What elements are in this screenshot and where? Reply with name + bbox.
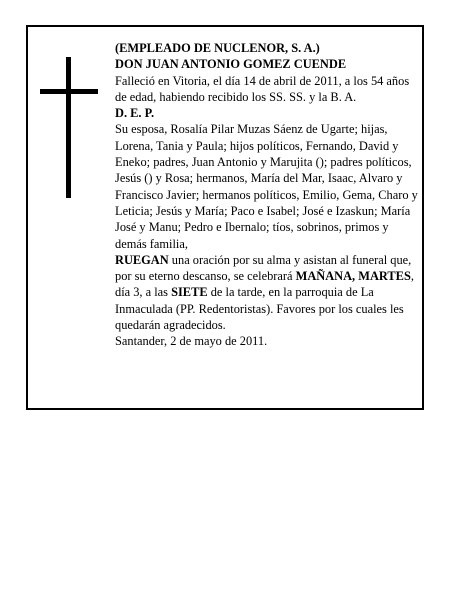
place-date: Santander, 2 de mayo de 2011. (115, 334, 268, 349)
deceased-name: DON JUAN ANTONIO GOMEZ CUENDE (115, 57, 347, 72)
funeral-time: SIETE (171, 285, 208, 300)
death-info: Falleció en Vitoria, el día 14 de abril de 2011, a los 54 años de edad, habiendo recibido los SS. SS. y la B. A. (115, 73, 410, 104)
cross-vertical-bar (66, 57, 71, 198)
family-list: Su esposa, Rosalía Pilar Muzas Sáenz de Ugarte; hijas, Lorena, Tania y Paula; hijos políticos, Fernando, David y Eneko; padres, Juan Antonio y Marujita (); padres políticos, Jesús () y Rosa; hermanos, María del Mar, Isaac, Alvaro y Francisco Javier; hermanos políticos, Emilio, Gema, Charo y Leticia; Jesús y María; Paco e Isabel; José e Izaskun; María José y Manu; Pedro e Ibernalo; tíos, sobrinos, primos y demás familia, (115, 122, 418, 251)
funeral-day: MAÑANA, MARTES (295, 269, 411, 284)
cross-horizontal-bar (40, 89, 98, 94)
obituary-notice (26, 25, 424, 410)
notice-body (115, 40, 420, 350)
dep-line: D. E. P. (115, 106, 155, 121)
request-text-3: de la tarde, en la parroquia de La Inmaculada (PP. Redentoristas). Favores por los cuales les quedarán agradecidos. (115, 285, 404, 333)
request-text-2: , día 3, a las (115, 269, 414, 300)
funeral-request (115, 252, 420, 333)
request-text-1: una oración por su alma y asistan al funeral que, por su eterno descanso, se celebrará (115, 252, 412, 284)
request-word: RUEGAN (115, 252, 169, 267)
company-line: (EMPLEADO DE NUCLENOR, S. A.) (115, 41, 320, 55)
cross-icon (40, 57, 98, 198)
